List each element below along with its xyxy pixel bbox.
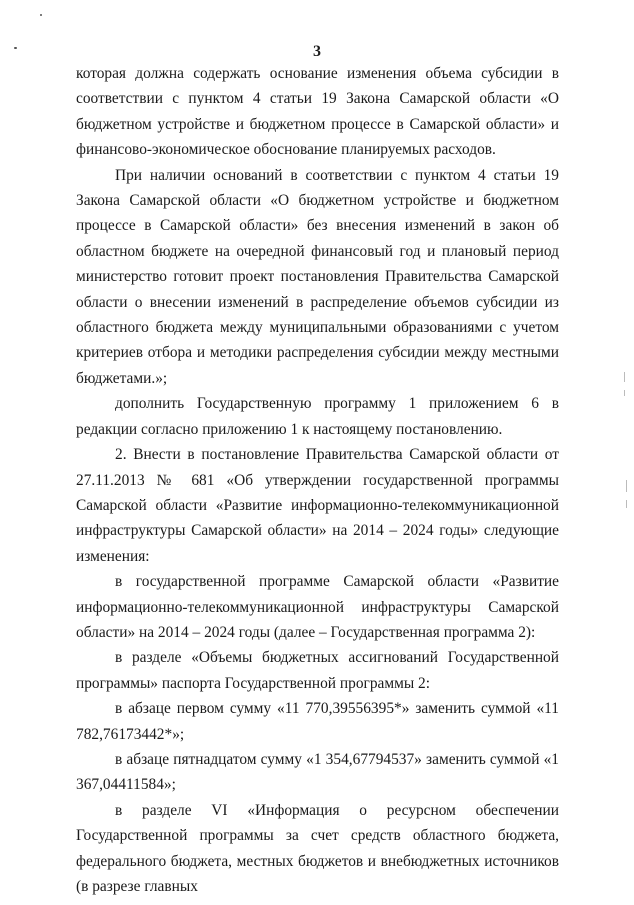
document-body (76, 61, 559, 899)
scan-edge-speck (626, 500, 627, 508)
paragraph-fifteenth-amount: в абзаце пятнадцатом сумму «1 354,67794537» заменить суммой «1 367,04411584»; (76, 750, 559, 794)
paragraph-grounds: При наличии оснований в соответствии с пунктом 4 статьи 19 Закона Самарской области «О бюджетном устройстве и бюджетном процессе в Самарской области» без внесения изменений в закон об областном бюджете на очередной финансовый год и плановый период министерство готовит проект постановления Правительства Самарской области о внесении изменений в распределение объемов субсидии из областного бюджета между муниципальными образованиями с учетом критериев отбора и методики распределения субсидии между местными бюджетами.»; (76, 166, 559, 387)
paragraph-section-vi: в разделе VI «Информация о ресурсном обеспечении Государственной программы за счет средств областного бюджета, федерального бюджета, местных бюджетов и внебюджетных источников (в разрезе главных (76, 801, 559, 895)
scan-edge-speck (624, 372, 625, 382)
paragraph-item-2: 2. Внести в постановление Правительства Самарской области от 27.11.2013 № 681 «Об утверждении государственной программы Самарской области «Развитие информационно-телекоммуникационной инфраструктуры Самарской области» на 2014 – 2024 годы» следующие изменения: (76, 446, 559, 565)
paragraph-supplement-appendix: дополнить Государственную программу 1 приложением 6 в редакции согласно приложению 1 к настоящему постановлению. (76, 395, 559, 438)
paragraph-budget-section: в разделе «Объемы бюджетных ассигнований Государственной программы» паспорта Государственной программы 2: (76, 649, 559, 692)
scan-artifact-mark (40, 14, 42, 16)
paragraph-program-2: в государственной программе Самарской области «Развитие информационно-телекоммуникационной инфраструктуры Самарской области» на 2014 – 2024 годы (далее – Государственная программа 2): (76, 573, 559, 641)
paragraph-first-amount: в абзаце первом сумму «11 770,39556395*» заменить суммой «11 782,76173442*»; (76, 700, 559, 743)
paragraph-continuation: которая должна содержать основание изменения объема субсидии в соответствии с пунктом 4 статьи 19 Закона Самарской области «О бюджетном устройстве и бюджетном процессе в Самарской области» и финансово-экономическое обоснование планируемых расходов. (76, 65, 559, 159)
scan-edge-speck (624, 390, 625, 396)
scan-edge-speck (626, 480, 627, 492)
page-number: 3 (313, 43, 321, 60)
